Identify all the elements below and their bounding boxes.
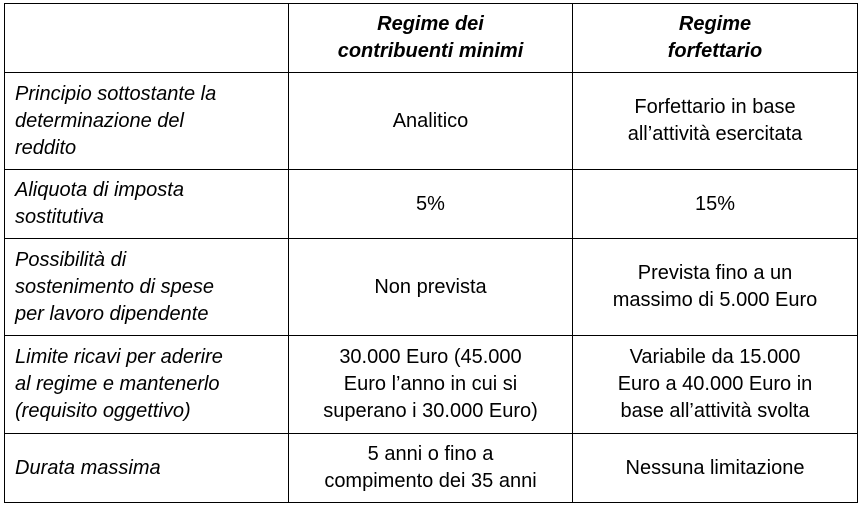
minimi-value-line: superano i 30.000 Euro) xyxy=(323,400,538,422)
forfettario-value-line: 15% xyxy=(694,192,736,215)
minimi-value xyxy=(289,73,573,170)
row-label-line: Limite ricavi per aderire xyxy=(15,346,223,368)
minimi-value-line: 5 anni o fino a xyxy=(367,443,494,465)
forfettario-value-line: Euro a 40.000 Euro in xyxy=(617,373,813,395)
comparison-table-wrapper xyxy=(4,3,858,503)
row-label xyxy=(5,434,289,503)
minimi-value-line: compimento dei 35 anni xyxy=(324,470,537,492)
row-label xyxy=(5,239,289,336)
row-label-line: (requisito oggettivo) xyxy=(15,400,191,422)
forfettario-value xyxy=(573,239,858,336)
forfettario-value-line: massimo di 5.000 Euro xyxy=(612,289,818,311)
forfettario-value xyxy=(573,170,858,239)
forfettario-value xyxy=(573,434,858,503)
header-minimi xyxy=(289,4,573,73)
row-label xyxy=(5,336,289,434)
row-label-line: al regime e mantenerlo xyxy=(15,373,220,395)
regime-comparison-table xyxy=(4,3,858,503)
table-row xyxy=(5,336,858,434)
row-label-line: Possibilità di xyxy=(15,248,127,271)
forfettario-value-line: Forfettario in base xyxy=(634,96,796,118)
header-forfettario-line: forfettario xyxy=(667,40,763,62)
row-label-line: per lavoro dipendente xyxy=(15,302,209,325)
row-label xyxy=(5,170,289,239)
forfettario-value xyxy=(573,336,858,434)
row-label-line: Durata massima xyxy=(15,456,161,479)
row-label xyxy=(5,73,289,170)
minimi-value-line: Analitico xyxy=(392,109,469,132)
minimi-value-line: 30.000 Euro (45.000 xyxy=(339,346,522,368)
forfettario-value-line: Prevista fino a un xyxy=(637,262,793,284)
forfettario-value-line: base all’attività svolta xyxy=(620,400,810,422)
header-corner-cell xyxy=(5,4,289,73)
minimi-value-line: Non prevista xyxy=(374,275,487,298)
minimi-value xyxy=(289,336,573,434)
forfettario-value-line: Variabile da 15.000 xyxy=(629,346,801,368)
header-minimi-line: Regime dei xyxy=(377,13,484,35)
header-minimi-line: contribuenti minimi xyxy=(337,40,524,62)
forfettario-value-line: all’attività esercitata xyxy=(627,123,803,145)
table-row xyxy=(5,73,858,170)
table-row xyxy=(5,434,858,503)
header-row xyxy=(5,4,858,73)
table-row xyxy=(5,170,858,239)
forfettario-value-line: Nessuna limitazione xyxy=(625,456,805,479)
row-label-line: Aliquota di imposta xyxy=(15,179,184,201)
minimi-value-line: Euro l’anno in cui si xyxy=(343,373,518,395)
row-label-line: sostenimento di spese xyxy=(15,275,215,298)
row-label-line: determinazione del xyxy=(15,109,184,132)
minimi-value xyxy=(289,170,573,239)
header-forfettario xyxy=(573,4,858,73)
forfettario-value xyxy=(573,73,858,170)
row-label-line: reddito xyxy=(15,136,77,159)
minimi-value xyxy=(289,239,573,336)
row-label-line: Principio sottostante la xyxy=(15,82,217,105)
minimi-value xyxy=(289,434,573,503)
row-label-line: sostitutiva xyxy=(15,206,104,228)
minimi-value-line: 5% xyxy=(416,192,445,215)
header-forfettario-line: Regime xyxy=(678,13,752,35)
table-row xyxy=(5,239,858,336)
